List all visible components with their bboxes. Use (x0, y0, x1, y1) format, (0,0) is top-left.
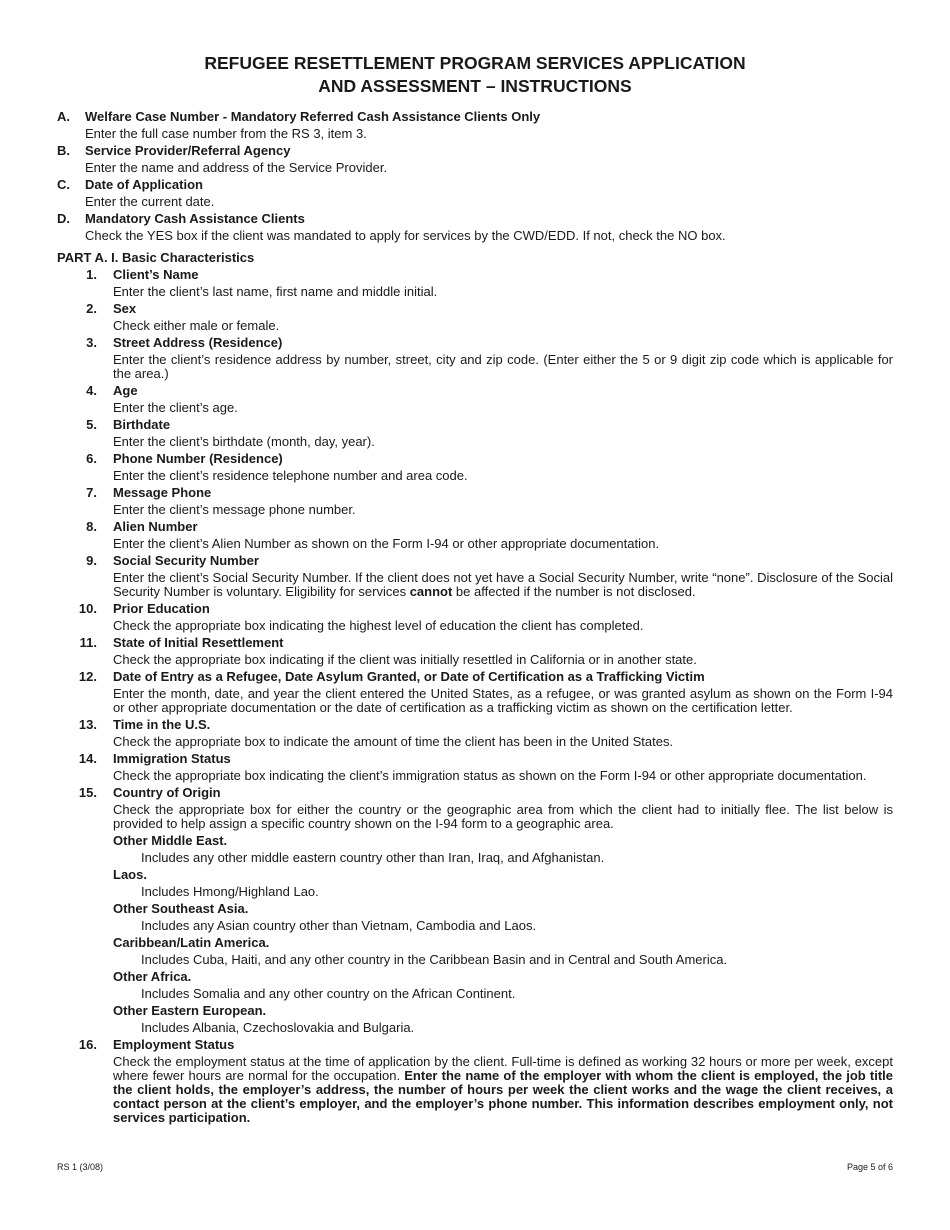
item-number: 5. (86, 417, 97, 432)
item-text: Enter the client’s message phone number. (113, 502, 356, 517)
section-letter: D. (57, 211, 70, 226)
region-name: Laos. (113, 867, 147, 882)
item-number: 7. (86, 485, 97, 500)
item-9 (57, 554, 893, 599)
item-text: Check the appropriate box for either the country or the geographic area from which the client had to initially flee. The list below is provided to help assign a specific country shown on the I-94 form to a geographic area. (113, 802, 893, 831)
item-number: 9. (86, 553, 97, 568)
item-text (113, 1055, 893, 1125)
item-heading: Social Security Number (113, 553, 259, 568)
region-name: Other Middle East. (113, 833, 228, 848)
item-text: Enter the month, date, and year the client entered the United States, as a refugee, or was granted asylum as shown on the Form I-94 or other appropriate documentation or the date of certification as a trafficking victim as shown on the certification letter. (113, 686, 893, 715)
item-text: Enter the client’s residence address by number, street, city and zip code. (Enter either the 5 or 9 digit zip code which is applicable for the area.) (113, 352, 893, 381)
item-heading: Message Phone (113, 485, 212, 500)
item-10 (57, 602, 893, 633)
item-3 (57, 336, 893, 381)
section-heading: Date of Application (85, 177, 203, 192)
region-name: Other Eastern European. (113, 1003, 267, 1018)
region-name: Other Africa. (113, 969, 192, 984)
item-heading: Employment Status (113, 1037, 235, 1052)
item-1 (57, 268, 893, 299)
item-number: 1. (86, 267, 97, 282)
region-description: Includes any other middle eastern country other than Iran, Iraq, and Afghanistan. (141, 850, 605, 865)
item-heading: Age (113, 383, 138, 398)
item-text-part: Check the employment status at the time of application by the client. Full-time is defined as working 32 hours or more per week, except where fewer hours are normal for the occupation. (113, 1054, 893, 1083)
item-text: Check the appropriate box indicating the highest level of education the client has completed. (113, 618, 644, 633)
item-heading: Street Address (Residence) (113, 335, 283, 350)
item-number: 3. (86, 335, 97, 350)
item-text (113, 571, 893, 599)
form-id: RS 1 (3/08) (57, 1162, 104, 1172)
section-text: Check the YES box if the client was mandated to apply for services by the CWD/EDD. If not, check the NO box. (85, 228, 726, 243)
section-b (57, 144, 893, 175)
item-number: 4. (86, 383, 97, 398)
title-line-1: REFUGEE RESETTLEMENT PROGRAM SERVICES APPLICATION (204, 53, 746, 73)
section-text: Enter the name and address of the Service Provider. (85, 160, 388, 175)
item-number: 8. (86, 519, 97, 534)
item-8 (57, 520, 893, 551)
item-heading: State of Initial Resettlement (113, 635, 284, 650)
section-text: Enter the current date. (85, 194, 215, 209)
item-heading: Sex (113, 301, 137, 316)
item-text-part: be affected if the number is not disclosed. (452, 584, 696, 599)
item-16 (57, 1038, 893, 1125)
item-14 (57, 752, 893, 783)
section-heading: Welfare Case Number - Mandatory Referred Cash Assistance Clients Only (85, 109, 541, 124)
item-7 (57, 486, 893, 517)
title-line-2: AND ASSESSMENT – INSTRUCTIONS (318, 76, 632, 96)
section-heading: Mandatory Cash Assistance Clients (85, 211, 305, 226)
item-13 (57, 718, 893, 749)
item-heading: Prior Education (113, 601, 210, 616)
region-description: Includes Hmong/Highland Lao. (141, 884, 319, 899)
item-text: Enter the client’s Alien Number as shown on the Form I-94 or other appropriate documentation. (113, 536, 660, 551)
item-6 (57, 452, 893, 483)
region-name: Other Southeast Asia. (113, 901, 249, 916)
item-heading: Country of Origin (113, 785, 221, 800)
part-a-heading: PART A. I. Basic Characteristics (57, 250, 255, 265)
section-text: Enter the full case number from the RS 3, item 3. (85, 126, 367, 141)
item-text: Check either male or female. (113, 318, 280, 333)
section-heading: Service Provider/Referral Agency (85, 143, 291, 158)
item-number: 2. (86, 301, 97, 316)
item-5 (57, 418, 893, 449)
section-d (57, 212, 893, 243)
region-description: Includes any Asian country other than Vietnam, Cambodia and Laos. (141, 918, 537, 933)
instructions-body (57, 110, 893, 1128)
region-description: Includes Cuba, Haiti, and any other country in the Caribbean Basin and in Central and South America. (141, 952, 728, 967)
item-heading: Phone Number (Residence) (113, 451, 283, 466)
section-letter: A. (57, 109, 70, 124)
section-letter: B. (57, 143, 70, 158)
item-11 (57, 636, 893, 667)
item-heading: Alien Number (113, 519, 198, 534)
emphasis-text: Enter the name of the employer with whom the client is employed, the job title the client holds, the employer’s address, the number of hours per week the client works and the wage the client receives, a contact person at the client’s employer, and the employer’s phone number. This information describes employment only, not services participation. (113, 1068, 894, 1125)
region-description: Includes Albania, Czechoslovakia and Bulgaria. (141, 1020, 415, 1035)
item-number: 13. (78, 717, 97, 732)
item-text: Check the appropriate box indicating if the client was initially resettled in California or in another state. (113, 652, 697, 667)
item-heading: Immigration Status (113, 751, 231, 766)
item-number: 12. (78, 669, 97, 684)
item-number: 15. (78, 785, 97, 800)
item-heading: Client’s Name (113, 267, 199, 282)
section-letter: C. (57, 177, 70, 192)
item-text: Check the appropriate box indicating the client’s immigration status as shown on the Form I-94 or other appropriate documentation. (113, 768, 867, 783)
item-number: 14. (78, 751, 97, 766)
emphasis-text: cannot (409, 584, 453, 599)
item-text: Enter the client’s age. (113, 400, 238, 415)
section-c (57, 178, 893, 209)
item-heading: Date of Entry as a Refugee, Date Asylum Granted, or Date of Certification as a Trafficking Victim (113, 669, 705, 684)
page-title (0, 52, 950, 98)
item-15 (57, 786, 893, 1035)
item-text: Enter the client’s residence telephone number and area code. (113, 468, 468, 483)
item-number: 16. (78, 1037, 97, 1052)
item-number: 10. (78, 601, 97, 616)
item-2 (57, 302, 893, 333)
item-text: Enter the client’s last name, first name and middle initial. (113, 284, 438, 299)
item-heading: Birthdate (113, 417, 171, 432)
section-a (57, 110, 893, 141)
item-heading: Time in the U.S. (113, 717, 211, 732)
region-list (113, 834, 893, 1035)
item-text: Check the appropriate box to indicate the amount of time the client has been in the United States. (113, 734, 674, 749)
region-name: Caribbean/Latin America. (113, 935, 270, 950)
item-number: 6. (86, 451, 97, 466)
item-12 (57, 670, 893, 715)
page-number: Page 5 of 6 (846, 1162, 893, 1172)
item-4 (57, 384, 893, 415)
item-text: Enter the client’s birthdate (month, day, year). (113, 434, 375, 449)
item-text-part: Enter the client’s Social Security Number. If the client does not yet have a Social Security Number, write “none”. Disclosure of the Social Security Number is voluntary. Eligibility for services (113, 570, 893, 599)
region-description: Includes Somalia and any other country on the African Continent. (141, 986, 516, 1001)
item-number: 11. (79, 635, 97, 650)
